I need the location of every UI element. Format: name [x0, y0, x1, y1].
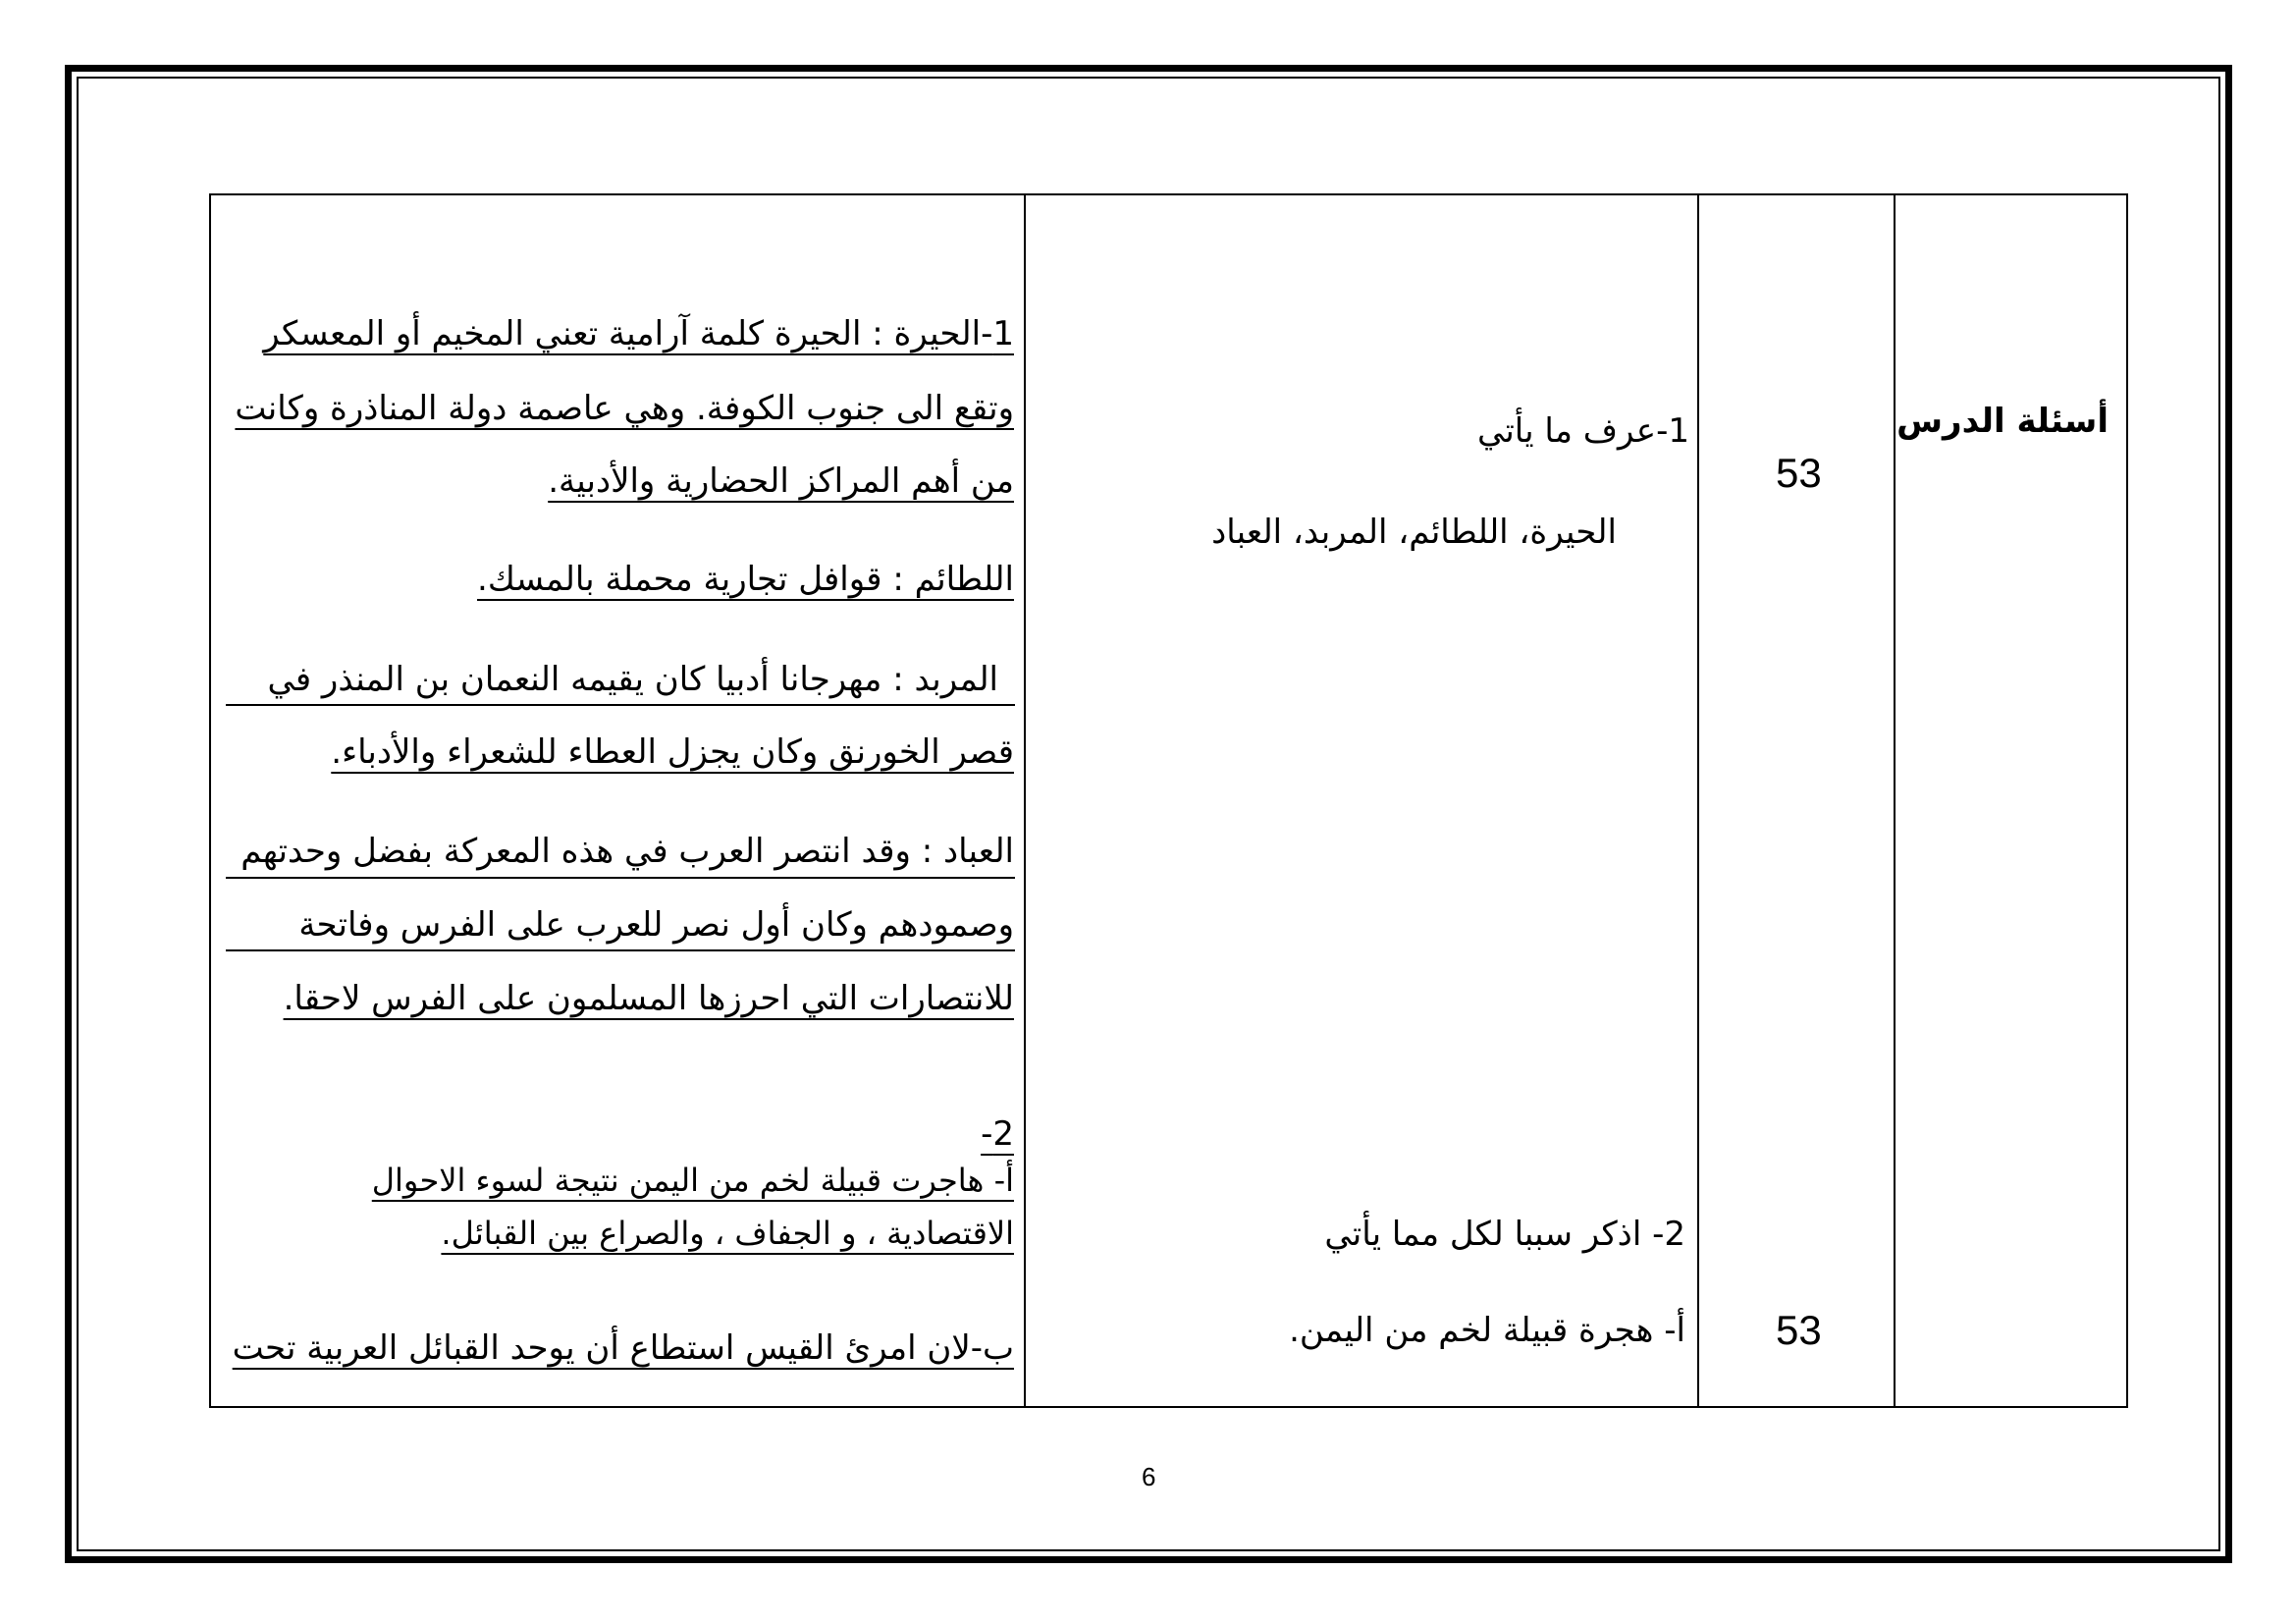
column-divider-questions	[1697, 193, 1699, 1408]
question-1-terms: الحيرة، اللطائم، المربد، العباد	[1211, 513, 1617, 552]
answer-ibad-line-2-underline	[226, 949, 1015, 951]
question-2-title: 2- اذكر سببا لكل مما يأتي	[1324, 1215, 1685, 1254]
answer-ibad-line-3: للانتصارات التي احرزها المسلمون على الفرس لاحقا.	[283, 979, 1014, 1018]
answer-ibad-line-1: العباد : وقد انتصر العرب في هذه المعركة بفضل وحدتهم	[240, 832, 1014, 871]
answer-mirbad-line-2: قصر الخورنق وكان يجزل العطاء للشعراء والأدباء.	[331, 732, 1014, 772]
answer-2-number: 2-	[981, 1114, 1014, 1154]
column-divider-answers	[1024, 193, 1026, 1408]
question-1-title: 1-عرف ما يأتي	[1476, 411, 1689, 451]
answer-ibad-line-2: وصمودهم وكان أول نصر للعرب على الفرس وفاتحة	[298, 905, 1014, 945]
answer-mirbad-line-1: المربد : مهرجانا أدبيا كان يقيمه النعمان بن المنذر في	[267, 660, 998, 699]
answer-2b-line-1: ب-لان امرئ القيس استطاع أن يوحد القبائل العربية تحت	[232, 1328, 1014, 1368]
answer-mirbad-line-1-underline	[226, 704, 1015, 706]
answer-hira-line-2: وتقع الى جنوب الكوفة. وهي عاصمة دولة المناذرة وكانت	[235, 389, 1014, 428]
answer-hira-line-3: من أهم المراكز الحضارية والأدبية.	[548, 461, 1014, 501]
answer-2a-line-2: الاقتصادية ، و الجفاف ، والصراع بين القبائل.	[441, 1215, 1014, 1252]
answer-lataim: اللطائم : قوافل تجارية محملة بالمسك.	[477, 560, 1014, 599]
answer-hira-line-1: 1-الحيرة : الحيرة كلمة آرامية تعني المخيم أو المعسكر	[263, 314, 1014, 353]
answer-ibad-line-1-underline	[226, 877, 1015, 879]
answer-2a-line-1: أ- هاجرت قبيلة لخم من اليمن نتيجة لسوء الاحوال	[371, 1162, 1014, 1199]
page-ref-q1: 53	[1776, 450, 1822, 496]
column-divider-page	[1894, 193, 1896, 1408]
question-2-item-a: أ- هجرة قبيلة لخم من اليمن.	[1289, 1311, 1685, 1350]
page-ref-q2: 53	[1776, 1307, 1822, 1353]
lesson-questions-header: أسئلة الدرس	[1896, 402, 2109, 441]
page-number: 6	[1142, 1462, 1156, 1491]
